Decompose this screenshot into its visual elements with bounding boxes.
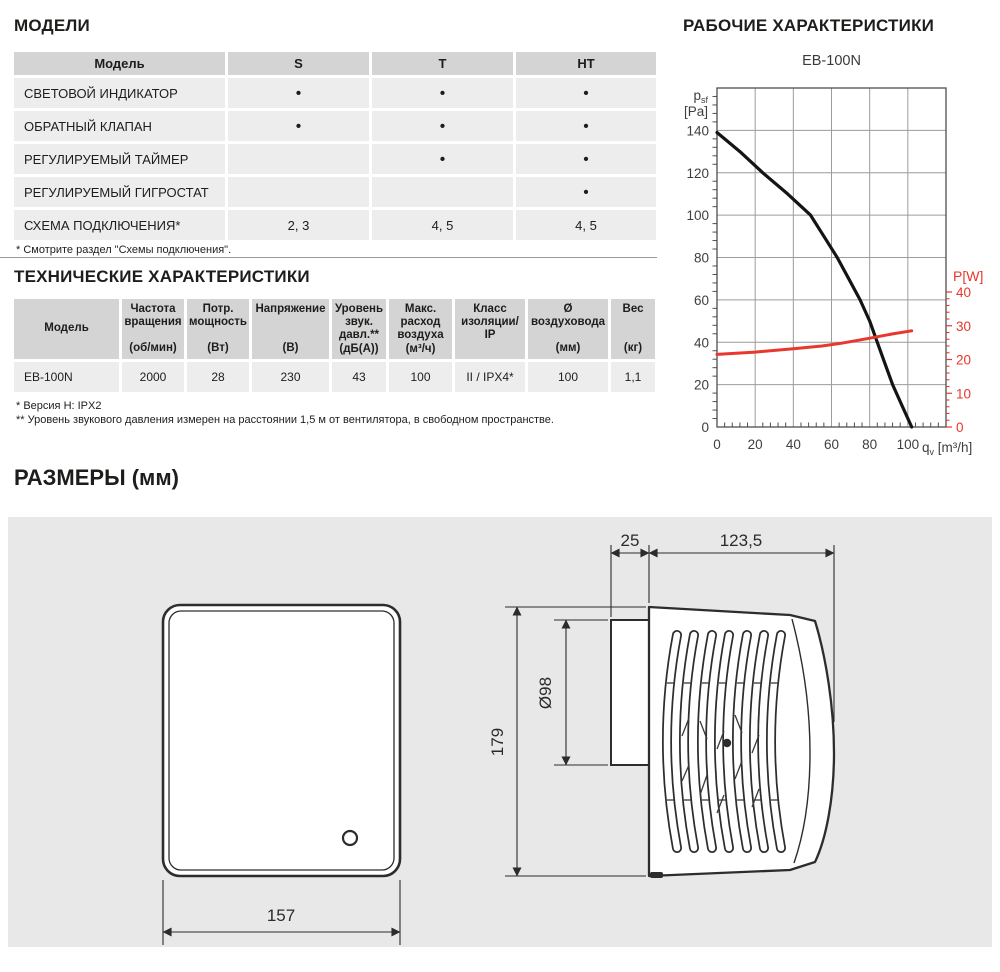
models-row-value [228, 144, 369, 174]
tech-header-unit: (Вт) [207, 341, 229, 354]
svg-text:60: 60 [823, 437, 840, 452]
tech-value-power: 28 [187, 362, 249, 392]
tech-header [122, 299, 184, 359]
tech-header-title: Уровень звук. давл.** [334, 303, 384, 342]
svg-text:20: 20 [747, 437, 763, 452]
tech-footnote-1: * Версия H: IPX2 [16, 400, 102, 412]
side-view [611, 607, 834, 878]
tech-header-title: Модель [44, 322, 89, 335]
dimension-duct-diameter [554, 620, 608, 765]
models-row-value: • [372, 111, 513, 141]
svg-text:20: 20 [956, 352, 972, 368]
chart-title: EB-100N [802, 53, 861, 69]
tech-header-title: Вес [622, 303, 644, 315]
models-header-s: S [228, 52, 369, 75]
svg-text:40: 40 [785, 437, 801, 452]
tech-header [252, 299, 329, 359]
tech-value-duct: 100 [528, 362, 608, 392]
svg-text:0: 0 [956, 420, 964, 435]
models-header-t: T [372, 52, 513, 75]
dimension-label-duct-diameter: Ø98 [536, 676, 555, 710]
models-row-value: • [516, 111, 656, 141]
tech-value-voltage: 230 [252, 362, 329, 392]
svg-text:10: 10 [956, 386, 972, 402]
models-section-title: МОДЕЛИ [14, 16, 90, 35]
svg-text:100: 100 [896, 437, 920, 452]
models-table [14, 52, 656, 240]
tech-value-airflow: 100 [389, 362, 452, 392]
dims-section-title: РАЗМЕРЫ (мм) [14, 465, 179, 490]
svg-text:40: 40 [693, 335, 709, 351]
duct [611, 620, 649, 765]
models-row-value: • [228, 78, 369, 108]
models-header-model: Модель [14, 52, 225, 75]
front-view-outer-outline [163, 605, 400, 876]
svg-text:140: 140 [686, 123, 709, 139]
tech-header-title: Класс изоляции/ IP [461, 303, 519, 342]
tech-header-title: Частота вращения [124, 303, 182, 329]
dimensions-drawing [8, 517, 992, 947]
dimensions-panel [8, 517, 992, 947]
tech-value-insulation: II / IPX4* [455, 362, 525, 392]
models-row-value: 4, 5 [372, 210, 513, 240]
models-row-label: СХЕМА ПОДКЛЮЧЕНИЯ* [14, 210, 225, 240]
models-footnote: * Смотрите раздел "Схемы подключения". [16, 244, 232, 256]
models-row-value: 4, 5 [516, 210, 656, 240]
tech-header-unit: (дБ(А)) [339, 342, 379, 355]
svg-text:80: 80 [862, 437, 878, 452]
tech-footnote-2: ** Уровень звукового давления измерен на расстоянии 1,5 м от вентилятора, в свободном пространстве. [16, 414, 554, 426]
models-row-value [372, 177, 513, 207]
tech-header-title: Напряжение [255, 303, 326, 315]
tech-section-title: ТЕХНИЧЕСКИЕ ХАРАКТЕРИСТИКИ [14, 267, 310, 286]
dimension-label-height: 179 [488, 727, 507, 757]
tech-header [611, 299, 655, 359]
perf-section-title: РАБОЧИЕ ХАРАКТЕРИСТИКИ [683, 16, 935, 35]
svg-text:100: 100 [686, 208, 709, 224]
chart-axis-ticks [713, 96, 953, 427]
models-row-value: • [372, 78, 513, 108]
models-row-value: 2, 3 [228, 210, 369, 240]
dimension-label-duct-depth: 25 [620, 531, 640, 550]
models-row-value: • [372, 144, 513, 174]
models-row-label: ОБРАТНЫЙ КЛАПАН [14, 111, 225, 141]
svg-text:80: 80 [693, 250, 709, 266]
tech-value-weight: 1,1 [611, 362, 655, 392]
tech-header-unit: (В) [282, 341, 299, 354]
indicator-light [343, 831, 357, 845]
svg-text:0: 0 [713, 437, 721, 452]
models-row-label: СВЕТОВОЙ ИНДИКАТОР [14, 78, 225, 108]
svg-text:20: 20 [693, 377, 709, 393]
tech-header-title: Макс. расход воздуха [397, 303, 444, 342]
hub-center-dot [723, 739, 731, 747]
section-divider [0, 257, 657, 258]
tech-value-noise: 43 [332, 362, 386, 392]
dimension-label-body-depth: 123,5 [719, 531, 763, 550]
tech-value-model: EB-100N [14, 362, 119, 392]
models-row-value: • [516, 177, 656, 207]
svg-text:[Pa]: [Pa] [683, 104, 708, 119]
y-left-axis-caption: $p_{sf}$ [693, 88, 708, 105]
models-row-label: РЕГУЛИРУЕМЫЙ ТАЙМЕР [14, 144, 225, 174]
y-right-axis-caption: P[W] [953, 268, 984, 284]
models-header-ht: HT [516, 52, 656, 75]
tech-header [14, 299, 119, 359]
dimension-duct-depth [611, 545, 649, 617]
models-row-label: РЕГУЛИРУЕМЫЙ ГИГРОСТАТ [14, 177, 225, 207]
tech-value-rpm: 2000 [122, 362, 184, 392]
tech-header [455, 299, 525, 359]
performance-chart [660, 75, 1000, 475]
models-row-value: • [228, 111, 369, 141]
x-axis-caption: $q_v$ [m³/h] [922, 440, 973, 457]
dimension-label-front-width: 157 [266, 906, 296, 925]
curve-static-pressure-Psf [717, 133, 912, 428]
tech-header [332, 299, 386, 359]
tech-header [389, 299, 452, 359]
tech-table [14, 299, 655, 392]
chart-grid [717, 88, 946, 427]
svg-text:120: 120 [686, 165, 709, 181]
front-view [163, 605, 400, 876]
models-row-value [228, 177, 369, 207]
tech-header-title: Ø воздуховода [530, 303, 606, 329]
tech-header-unit: (кг) [623, 341, 643, 354]
tech-header-unit: (мм) [555, 341, 581, 354]
tech-header [187, 299, 249, 359]
tech-header-unit: (об/мин) [129, 341, 177, 354]
tech-header-title: Потр. мощность [189, 303, 247, 329]
tech-header [528, 299, 608, 359]
svg-text:40: 40 [956, 285, 972, 300]
svg-text:30: 30 [956, 318, 972, 334]
svg-text:0: 0 [701, 420, 709, 435]
svg-text:60: 60 [693, 292, 709, 308]
mounting-foot [650, 872, 663, 878]
models-row-value: • [516, 144, 656, 174]
models-row-value: • [516, 78, 656, 108]
tech-header-unit: (м³/ч) [405, 342, 436, 355]
